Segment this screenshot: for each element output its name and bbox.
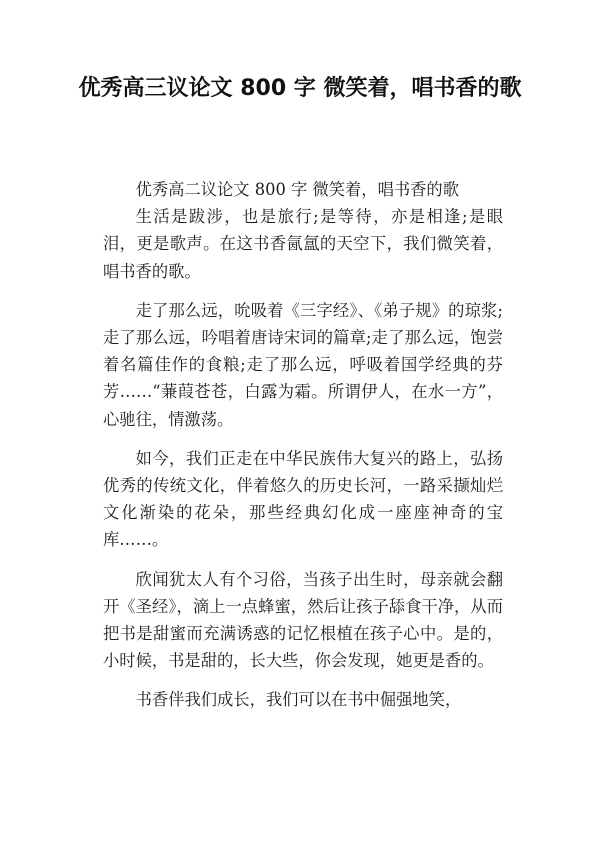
paragraph: 书香伴我们成长，我们可以在书中倔强地笑，	[135, 690, 462, 710]
paragraph: 走了那么远，吮吸着《三字经》、《弟子规》的琼浆;走了那么远，吟唱着唐诗宋词的篇章;走了那么远，饱尝着名篇佳作的食粮;走了那么远，呼吸着国学经典的芬芳……“蒹葭苍苍，白露为霜。所谓伊人，在水一方”，心驰往，情激荡。	[103, 300, 503, 429]
paragraph: 如今，我们正走在中华民族伟大复兴的路上，弘扬优秀的传统文化，伴着悠久的历史长河，一路采撷灿烂文化渐染的花朵，那些经典幻化成一座座神奇的宝库……。	[103, 448, 503, 550]
paragraph: 生活是跋涉，也是旅行;是等待，亦是相逢;是眼泪，更是歌声。在这书香氤氲的天空下，我们微笑着，唱书香的歌。	[103, 207, 503, 281]
paragraph: 欣闻犹太人有个习俗，当孩子出生时，母亲就会翻开《圣经》，滴上一点蜂蜜，然后让孩子舔食干净，从而把书是甜蜜而充满诱惑的记忆根植在孩子心中。是的，小时候，书是甜的，长大些，你会发现，她更是香的。	[103, 569, 503, 671]
document-body	[103, 176, 503, 726]
document-title: 优秀高三议论文 800 字 微笑着，唱书香的歌	[78, 76, 522, 101]
paragraph-subtitle: 优秀高二议论文 800 字 微笑着，唱书香的歌	[135, 180, 459, 199]
